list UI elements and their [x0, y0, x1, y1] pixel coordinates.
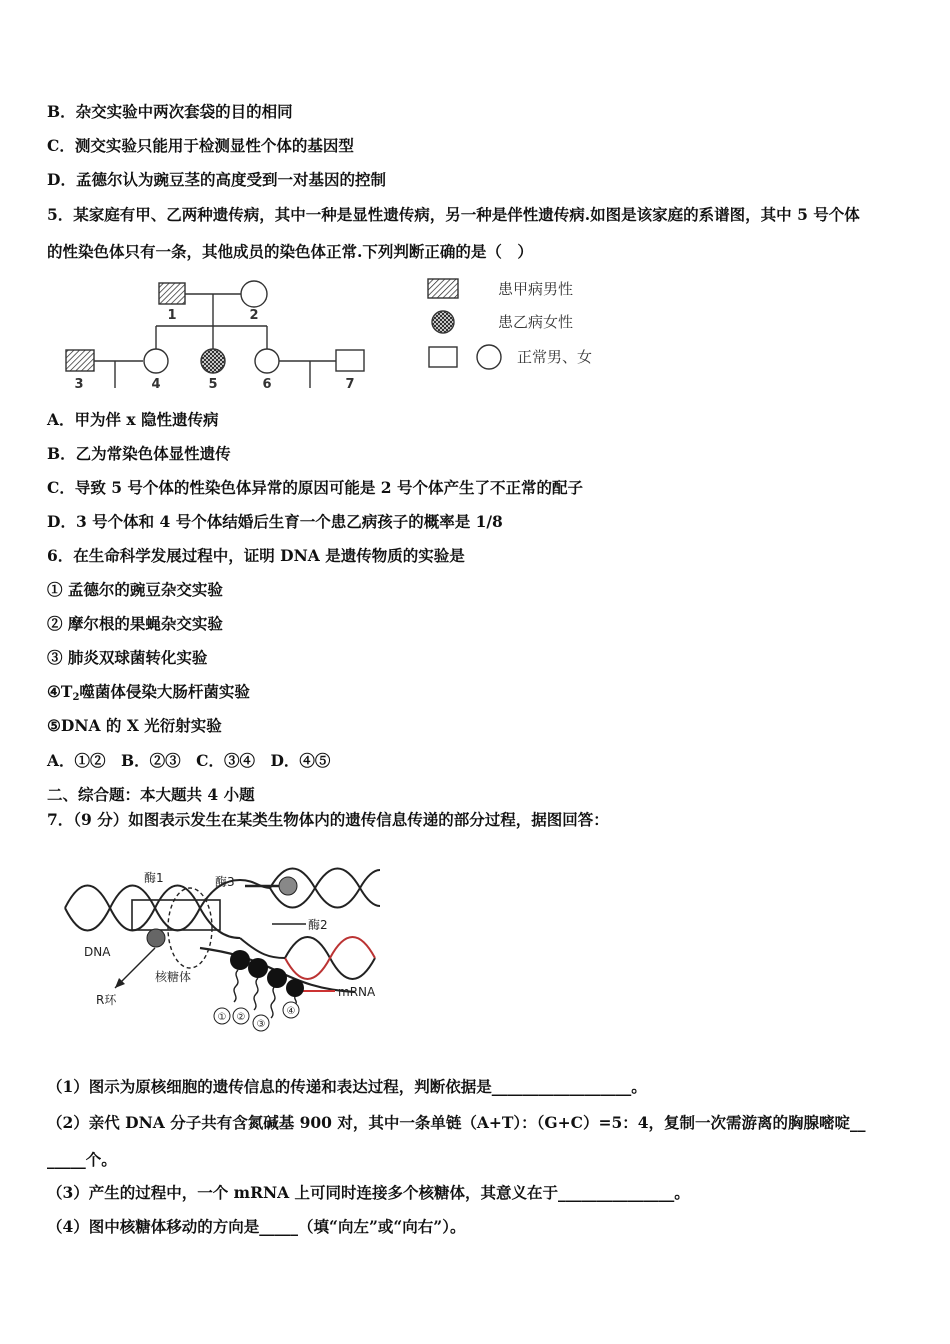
ribosome-2	[248, 958, 268, 978]
ribosome-3	[267, 968, 287, 988]
legend-c-square	[429, 347, 457, 367]
ribosome-label: 核糖体	[155, 970, 192, 984]
dna-label: DNA	[84, 945, 111, 959]
label-3: 3	[74, 377, 84, 392]
q5-option-d: D．3 号个体和 4 号个体结婚后生育一个患乙病孩子的概率是 1/8	[47, 512, 503, 531]
label-4: 4	[151, 377, 161, 392]
legend-a-symbol	[428, 279, 458, 298]
ribosome-1	[230, 950, 250, 970]
q6-stem: 6．在生命科学发展过程中，证明 DNA 是遗传物质的实验是	[47, 546, 465, 565]
q6-item-5: ⑤DNA 的 X 光衍射实验	[47, 716, 222, 735]
individual-5-symbol	[201, 349, 225, 373]
individual-2-symbol	[241, 281, 267, 307]
q4-option-b: B．杂交实验中两次套袋的目的相同	[47, 102, 293, 121]
q7-part-4: （4）图中核糖体移动的方向是_____（填“向左”或“向右”）。	[47, 1217, 466, 1236]
legend-c-circle	[477, 345, 501, 369]
section-2-heading: 二、综合题：本大题共 4 小题	[47, 785, 255, 804]
q5-stem-line2: 的性染色体只有一条，其他成员的染色体正常.下列判断正确的是（ ）	[47, 242, 533, 261]
ribosome-4	[286, 979, 304, 997]
pedigree-figure	[55, 278, 625, 393]
individual-7-symbol	[336, 350, 364, 371]
q4-option-d: D．孟德尔认为豌豆茎的高度受到一对基因的控制	[47, 170, 386, 189]
legend-b-label: 患乙病女性	[498, 313, 574, 331]
label-6: 6	[262, 377, 272, 392]
enzyme-3-blob	[279, 877, 297, 895]
legend-c-label: 正常男、女	[517, 348, 593, 366]
label-5: 5	[208, 377, 218, 392]
legend-b-symbol	[432, 311, 454, 333]
q6-item-4: $④T_2$噬菌体侵染大肠杆菌实验	[47, 682, 250, 703]
q6-item-2: ② 摩尔根的果蝇杂交实验	[47, 614, 223, 633]
enzyme-1-label: 酶1	[144, 871, 164, 885]
q5-option-b: B．乙为常染色体显性遗传	[47, 444, 231, 463]
chain-2-number: ②	[236, 1012, 246, 1023]
q6-item-3: ③ 肺炎双球菌转化实验	[47, 648, 208, 667]
chain-1-number: ①	[217, 1012, 227, 1023]
q6-item-1: ① 孟德尔的豌豆杂交实验	[47, 580, 223, 599]
individual-3-symbol	[66, 350, 94, 371]
q6-answers: A．①② B．②③ C．③④ D．④⑤	[47, 751, 331, 770]
individual-6-symbol	[255, 349, 279, 373]
gene-expression-figure	[60, 860, 390, 1035]
enzyme-3-label: 酶3	[215, 875, 235, 889]
legend-a-label: 患甲病男性	[498, 280, 574, 298]
q5-stem-line1: 5．某家庭有甲、乙两种遗传病，其中一种是显性遗传病，另一种是伴性遗传病.如图是该家庭的系谱图，其中 5 号个体	[47, 205, 860, 224]
enzyme-2-label: 酶2	[308, 918, 328, 932]
enzyme-1-blob	[147, 929, 165, 947]
q5-option-c: C．导致 5 号个体的性染色体异常的原因可能是 2 号个体产生了不正常的配子	[47, 478, 583, 497]
chain-3-number: ③	[256, 1019, 266, 1030]
individual-1-symbol	[159, 283, 185, 304]
q4-option-c: C．测交实验只能用于检测显性个体的基因型	[47, 136, 354, 155]
r-loop-label: R环	[96, 993, 117, 1007]
mrna-label: mRNA	[338, 985, 376, 999]
q7-stem: 7．（9 分）如图表示发生在某类生物体内的遗传信息传递的部分过程，据图回答：	[47, 810, 609, 829]
q7-part-2-line2: _____个。	[47, 1150, 117, 1169]
q7-part-3: （3）产生的过程中，一个 mRNA 上可同时连接多个核糖体，其意义在于_______________。	[47, 1183, 690, 1202]
q7-part-1: （1）图示为原核细胞的遗传信息的传递和表达过程，判断依据是__________________。	[47, 1077, 647, 1096]
q7-part-2-line1: （2）亲代 DNA 分子共有含氮碱基 900 对，其中一条单链（A+T）：（G+C）=5：4，复制一次需游离的胸腺嘧啶__	[47, 1113, 866, 1132]
label-2: 2	[249, 308, 259, 323]
label-1: 1	[167, 308, 177, 323]
label-7: 7	[345, 377, 355, 392]
q5-option-a: A．甲为伴 x 隐性遗传病	[47, 410, 219, 429]
individual-4-symbol	[144, 349, 168, 373]
chain-4-number: ④	[286, 1006, 296, 1017]
